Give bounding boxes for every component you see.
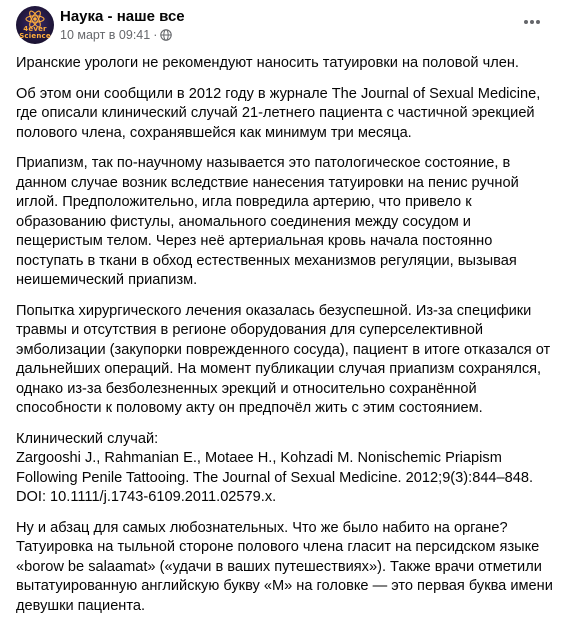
page-avatar[interactable] xyxy=(16,6,54,44)
post-paragraph: Иранские урологи не рекомендуют наносить татуировки на половой член. xyxy=(16,55,519,71)
post-paragraph: Об этом они сообщили в 2012 году в журнале The Journal of Sexual Medicine, где описали клинический случай 21-летнего пациента с частичной эрекцией полового члена, сохранявшейся как минимум три месяца. xyxy=(16,85,541,141)
post-paragraph: Попытка хирургического лечения оказалась безуспешной. Из-за специфики травмы и отсутствия в регионе оборудования для суперселективной эмболизации (закупорки поврежденного сосуда), пациент в итоге отказался от дальнейших операций. На момент публикации случая приапизм сохранялся, однако из-за безболезненных эрекций и относительно сохранённой способности к половому акту он предпочёл жить с этим состоянием. xyxy=(16,302,551,416)
post-body xyxy=(16,54,556,627)
page-name[interactable]: Наука - наше все xyxy=(60,8,185,25)
post-meta xyxy=(60,28,172,42)
ellipsis-icon xyxy=(523,19,541,25)
avatar-logo-text: 4ever Science xyxy=(19,25,51,40)
globe-icon[interactable] xyxy=(160,29,172,41)
post-paragraph: Ну и абзац для самых любознательных. Что же было набито на органе? Татуировка на тыльной стороне полового члена гласит на персидском языке «borow be salaamat» («удачи в ваших путешествиях»). Также врачи отметили вытатуированную английскую букву «M» на головке — это первая буква имени девушки пациента. xyxy=(16,519,553,614)
post-timestamp[interactable]: 10 март в 09:41 xyxy=(60,28,151,42)
more-options-button[interactable] xyxy=(520,12,544,32)
meta-separator: · xyxy=(153,28,158,42)
post-paragraph-citation: Клинический случай: Zargooshi J., Rahmanian E., Motaee H., Kohzadi M. Nonischemic Priapism Following Penile Tattooing. The Journal of Sexual Medicine. 2012;9(3):844–848. DOI: 10.1111/j.1743-6109.2011.02579.x. xyxy=(16,430,534,505)
post-paragraph: Приапизм, так по-научному называется это патологическое состояние, в данном случае возник вследствие нанесения татуировки на пенис ручной иглой. Предположительно, игла повредила артерию, что привело к образованию фистулы, аномального соединения между сосудом и пещеристым телом. Через неё артериальная кровь начала постоянно поступать в ткани в обход естественных механизмов регуляции, вызывая неишемический приапизм. xyxy=(16,155,519,288)
